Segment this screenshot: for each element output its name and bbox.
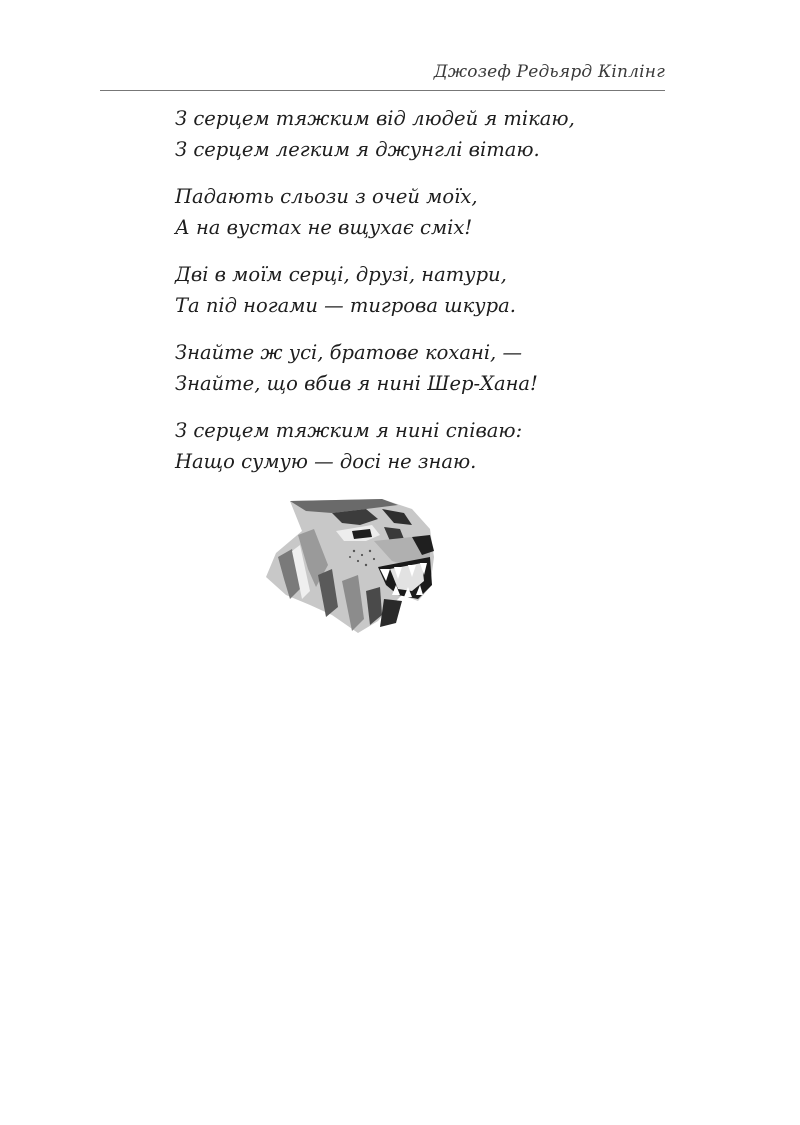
stanza [175, 337, 655, 399]
poem-line: З серцем легким я джунглі вітаю. [175, 138, 540, 161]
running-head-author: Джозеф Редьярд Кіплінг [433, 62, 665, 82]
poem [175, 103, 655, 493]
poem-line: Нащо сумую — досі не знаю. [175, 450, 477, 473]
stanza [175, 103, 655, 165]
poem-line: Знайте ж усі, братове кохані, — [175, 341, 522, 364]
poem-line: З серцем тяжким від людей я тікаю, [175, 107, 575, 130]
stanza [175, 181, 655, 243]
tiger-illustration [262, 495, 442, 635]
poem-line: З серцем тяжким я нині співаю: [175, 419, 523, 442]
poem-line: Та під ногами — тигрова шкура. [175, 294, 516, 317]
poem-line: Падають сльози з очей моїх, [175, 185, 478, 208]
header-divider [100, 90, 665, 91]
poem-line: Дві в моїм серці, друзі, натури, [175, 263, 507, 286]
poem-line: Знайте, що вбив я нині Шер-Хана! [175, 372, 538, 395]
stanza [175, 415, 655, 477]
poem-line: А на вустах не вщухає сміх! [175, 216, 473, 239]
stanza [175, 259, 655, 321]
tiger-head-icon [262, 495, 442, 635]
